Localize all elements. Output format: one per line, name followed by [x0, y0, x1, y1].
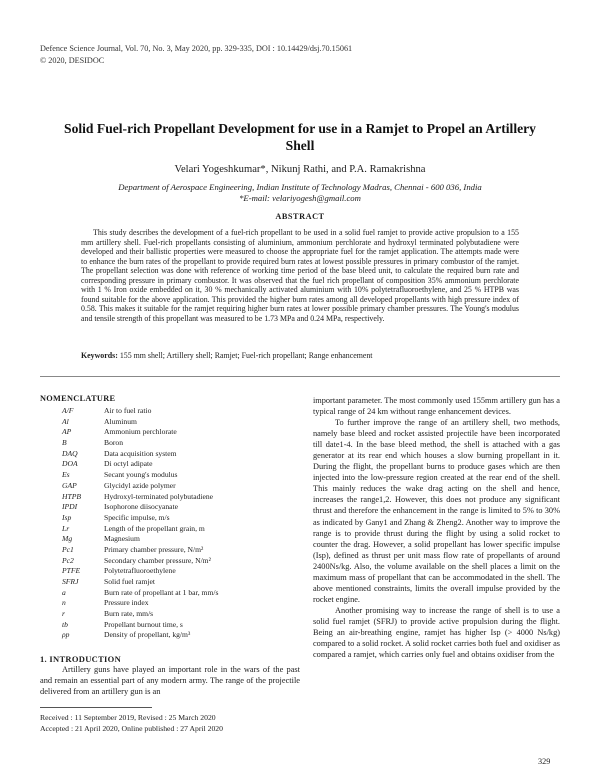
- nomenclature-definition: Pressure index: [104, 598, 149, 608]
- nomenclature-symbol: HTPB: [62, 491, 81, 501]
- nomenclature-row: [62, 459, 292, 470]
- nomenclature-symbol: GAP: [62, 480, 77, 490]
- nomenclature-symbol: PTFE: [62, 566, 81, 576]
- nomenclature-row: [62, 620, 292, 631]
- nomenclature-definition: Specific impulse, m/s: [104, 512, 170, 522]
- nomenclature-symbol: A/F: [62, 406, 74, 415]
- nomenclature-symbol: a: [62, 587, 66, 597]
- nomenclature-definition: Burn rate of propellant at 1 bar, mm/s: [104, 587, 219, 597]
- nomenclature-row: [62, 545, 292, 556]
- nomenclature-row: [62, 609, 292, 620]
- nomenclature-symbol: DAQ: [62, 448, 78, 458]
- nomenclature-row: [62, 588, 292, 599]
- nomenclature-definition: Isophorone diisocyanate: [104, 502, 179, 512]
- introduction-heading: 1. INTRODUCTION: [40, 654, 122, 664]
- nomenclature-row: [62, 481, 292, 492]
- nomenclature-symbol: IPDI: [62, 502, 78, 512]
- nomenclature-definition: Ammonium perchlorate: [104, 427, 177, 437]
- journal-citation: Defence Science Journal, Vol. 70, No. 3, May 2020, pp. 329-335, DOI : 10.14429/dsj.70.15061: [40, 44, 353, 53]
- nomenclature-definition: Data acquisition system: [104, 448, 177, 458]
- nomenclature-row: [62, 406, 292, 417]
- nomenclature-definition: Secondary chamber pressure, N/m²: [104, 555, 211, 565]
- nomenclature-row: [62, 438, 292, 449]
- right-column: [313, 395, 560, 660]
- journal-copyright: © 2020, DESIDOC: [40, 56, 105, 65]
- nomenclature-definition: Boron: [104, 438, 123, 448]
- nomenclature-row: [62, 630, 292, 641]
- body-paragraph: important parameter. The most commonly used 155mm artillery gun has a typical range of 24 km without range enhancement devices.: [313, 396, 560, 417]
- nomenclature-definition: Solid fuel ramjet: [104, 577, 156, 586]
- nomenclature-row: [62, 598, 292, 609]
- keywords: [81, 351, 519, 361]
- nomenclature-symbol: B: [62, 438, 67, 448]
- abstract-text: This study describes the development of a fuel-rich propellant to be used in a solid fuel ramjet to provide active propulsion to a 155 mm artillery shell. Fuel-rich propellants consisting of aluminium, ammonium perchlorate and hydroxyl terminated polybutadiene were developed and their ballistic properties were measured to choose the appropriate fuel for the ramjet application. The attempts made were to enhance the burn rates of the propellant to provide required burn rates at lowest possible pressures in primary combustor of the ramjet. The propellant selection was done with reference of working time period of the base bleed unit, to calculate the required burn rate and corresponding pressure in primary combustor. It was observed that the fuel rich propellant of composition 35% ammonium perchlorate with 1 % Iron oxide embedded on it, 30 % mechanically activated aluminium with 10% polytetrafluoroethylene, and 25 % HTPB was found suitable for the above application. This provided the higher burn rates among all developed propellants with high pressure index of 0.58. This makes it suitable for the ramjet requiring higher burn rates at lower possible primary chamber pressures. The Young's modulus and tensile strength of this propellant was measured to be 1.73 MPa and 0.24 MPa, respectively.: [81, 228, 519, 323]
- nomenclature-definition: Aluminum: [104, 416, 137, 426]
- nomenclature-symbol: Mg: [62, 534, 73, 544]
- nomenclature-symbol: Pc1: [62, 544, 74, 554]
- nomenclature-definition: Hydroxyl-terminated polybutadiene: [104, 491, 214, 501]
- affiliation: Department of Aerospace Engineering, Indian Institute of Technology Madras, Chennai - 600 036, India: [118, 182, 482, 192]
- nomenclature-row: [62, 577, 292, 588]
- nomenclature-list: [62, 406, 292, 641]
- page-number: 329: [538, 757, 551, 766]
- nomenclature-row: [62, 492, 292, 503]
- nomenclature-row: [62, 556, 292, 567]
- nomenclature-symbol: DOA: [62, 459, 78, 469]
- nomenclature-definition: Propellant burnout time, s: [104, 619, 183, 629]
- nomenclature-symbol: Pc2: [62, 555, 74, 565]
- nomenclature-definition: Secant young's modulus: [104, 470, 178, 480]
- keywords-label: Keywords:: [81, 351, 118, 360]
- body-paragraph: Another promising way to increase the range of shell is to use a solid fuel ramjet (SFRJ) to provide active propulsion during the flight. Being an air-breathing engine, ramjet has higher Isp (> 4000 Ns/kg) compared to a solid rocket. A solid rocket carries both fuel and oxidiser as compared a ramjet, which carries only fuel and obtains oxidiser from the: [313, 605, 560, 660]
- nomenclature-definition: Glycidyl azide polymer: [104, 480, 176, 490]
- nomenclature-definition: Di octyl adipate: [104, 459, 153, 469]
- nomenclature-definition: Air to fuel ratio: [104, 406, 152, 415]
- nomenclature-row: [62, 502, 292, 513]
- nomenclature-symbol: n: [62, 598, 66, 608]
- publication-dates: [40, 712, 223, 734]
- nomenclature-symbol: Es: [62, 470, 70, 480]
- keywords-text: 155 mm shell; Artillery shell; Ramjet; Fuel-rich propellant; Range enhancement: [119, 351, 373, 360]
- nomenclature-row: [62, 470, 292, 481]
- nomenclature-row: [62, 427, 292, 438]
- journal-header: [40, 43, 352, 67]
- nomenclature-row: [62, 449, 292, 460]
- nomenclature-heading: NOMENCLATURE: [40, 394, 116, 403]
- nomenclature-definition: Primary chamber pressure, N/m²: [104, 544, 204, 554]
- nomenclature-symbol: AP: [62, 427, 72, 437]
- nomenclature-symbol: ρp: [62, 630, 70, 640]
- nomenclature-symbol: SFRJ: [62, 577, 79, 586]
- nomenclature-row: [62, 417, 292, 428]
- nomenclature-symbol: Al: [62, 416, 69, 426]
- nomenclature-definition: Length of the propellant grain, m: [104, 523, 205, 533]
- nomenclature-definition: Polytetrafluoroethylene: [104, 566, 176, 576]
- introduction-paragraph: Artillery guns have played an important role in the wars of the past and remain an essential part of any modern army. The range of the projectile delivered from an artillery gun is an: [40, 665, 300, 696]
- section-divider: [40, 376, 560, 377]
- nomenclature-definition: Magnesium: [104, 534, 140, 544]
- nomenclature-symbol: Isp: [62, 512, 72, 522]
- received-date: Received : 11 September 2019, Revised : 25 March 2020: [40, 713, 216, 722]
- nomenclature-symbol: Lr: [62, 523, 70, 533]
- nomenclature-row: [62, 513, 292, 524]
- footnote-divider: [40, 707, 152, 708]
- accepted-date: Accepted : 21 April 2020, Online published : 27 April 2020: [40, 724, 223, 733]
- nomenclature-symbol: r: [62, 609, 65, 619]
- affiliation-block: [40, 182, 560, 204]
- nomenclature-row: [62, 524, 292, 535]
- nomenclature-definition: Burn rate, mm/s: [104, 609, 154, 619]
- paper-authors: Velari Yogeshkumar*, Nikunj Rathi, and P.A. Ramakrishna: [174, 164, 426, 175]
- paper-title: Solid Fuel-rich Propellant Development for use in a Ramjet to Propel an Artillery Shell: [64, 121, 536, 153]
- nomenclature-definition: Density of propellant, kg/m³: [104, 630, 191, 640]
- corresponding-email: *E-mail: velariyogesh@gmail.com: [239, 193, 361, 203]
- nomenclature-row: [62, 566, 292, 577]
- nomenclature-symbol: tb: [62, 619, 68, 629]
- body-paragraph: To further improve the range of an artillery shell, two methods, namely base bleed and rocket assisted projectile have been incorporated till date1-4. In the base bleed method, the shell is attached with a gas generator at its rear end which houses a slow burning propellant in it. During the flight, the propellant burns to produce gases which are then injected into the low-pressure region created at the rear end of the shell. This mainly reduces the wake drag acting on the shell and hence, increases the range1,2. However, this does not produce any significant thrust and therefore the enhancement in the range is limited to 5% to 30% as indicated by Gany1 and Zhang & Zheng2. Another way to improve the range is to provide thrust during the flight by using a solid rocket to counter the drag. However, a solid propellant has lower specific impulse (Isp), defined as thrust per unit mass flow rate of propellants of around 2400Ns/kg. Also, the volume available on the shell places a limit on the maximum mass of propellant that can be accommodated in the shell. The above mentioned constraints, limits the overall impulse provided by the rocket engine.: [313, 418, 560, 604]
- abstract-heading: ABSTRACT: [275, 212, 325, 221]
- nomenclature-row: [62, 534, 292, 545]
